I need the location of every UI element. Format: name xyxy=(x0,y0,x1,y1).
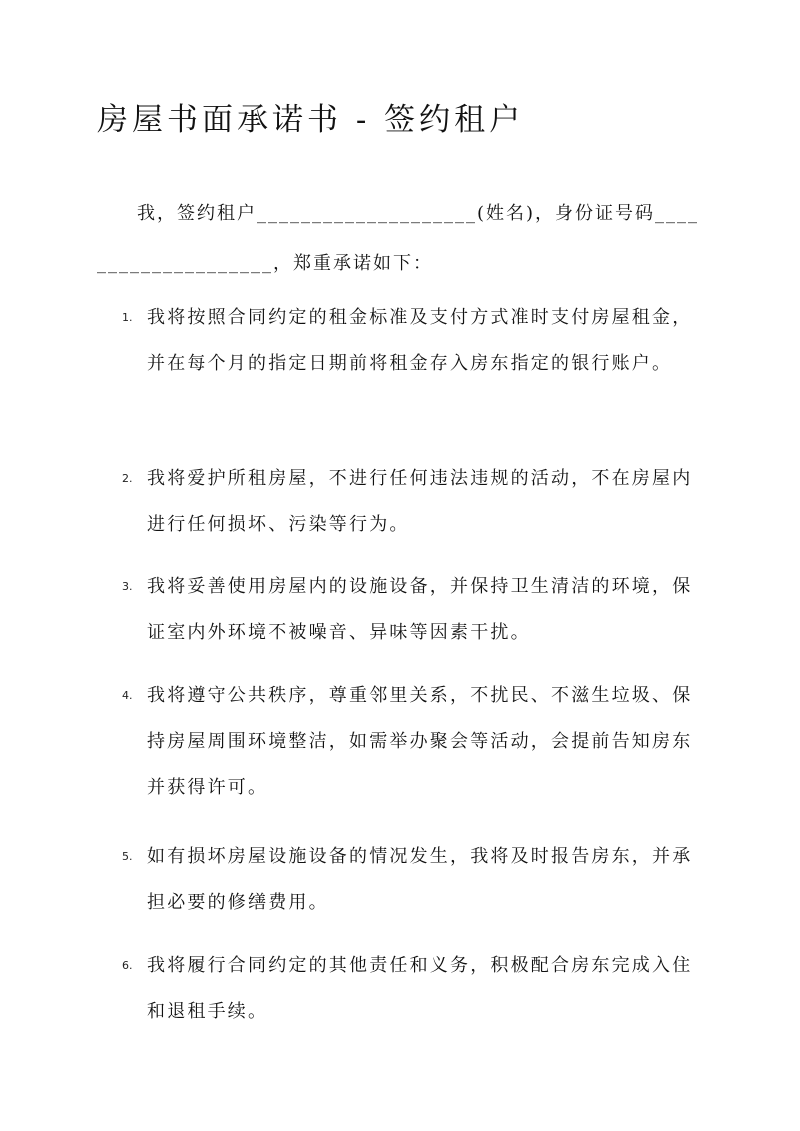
list-item-text: 我将爱护所租房屋，不进行任何违法违规的活动，不在房屋内进行任何损坏、污染等行为。 xyxy=(147,468,693,535)
page-title: 房屋书面承诺书 - 签约租户 xyxy=(97,102,525,138)
list-item-text: 我将按照合同约定的租金标准及支付方式准时支付房屋租金，并在每个月的指定日期前将租金存入房东指定的银行账户。 xyxy=(147,307,693,374)
list-item-number: 1. xyxy=(122,311,133,324)
list-item-number: 5. xyxy=(122,850,133,863)
list-item-text: 我将履行合同约定的其他责任和义务，积极配合房东完成入住和退租手续。 xyxy=(147,955,693,1022)
list-item-number: 6. xyxy=(122,959,133,972)
list-item-number: 2. xyxy=(122,472,133,485)
list-item-number: 4. xyxy=(122,689,133,702)
list-item-text: 我将妥善使用房屋内的设施设备，并保持卫生清洁的环境，保证室内外环境不被噪音、异味等因素干扰。 xyxy=(147,576,693,643)
list-item-number: 3. xyxy=(122,580,133,593)
list-item-text: 我将遵守公共秩序，尊重邻里关系，不扰民、不滋生垃圾、保持房屋周围环境整洁，如需举办聚会等活动，会提前告知房东并获得许可。 xyxy=(147,685,693,798)
list-item-text: 如有损坏房屋设施设备的情况发生，我将及时报告房东，并承担必要的修缮费用。 xyxy=(147,846,693,913)
intro-paragraph: 我，签约租户____________________(姓名)，身份证号码____________________，郑重承诺如下： xyxy=(97,203,700,274)
